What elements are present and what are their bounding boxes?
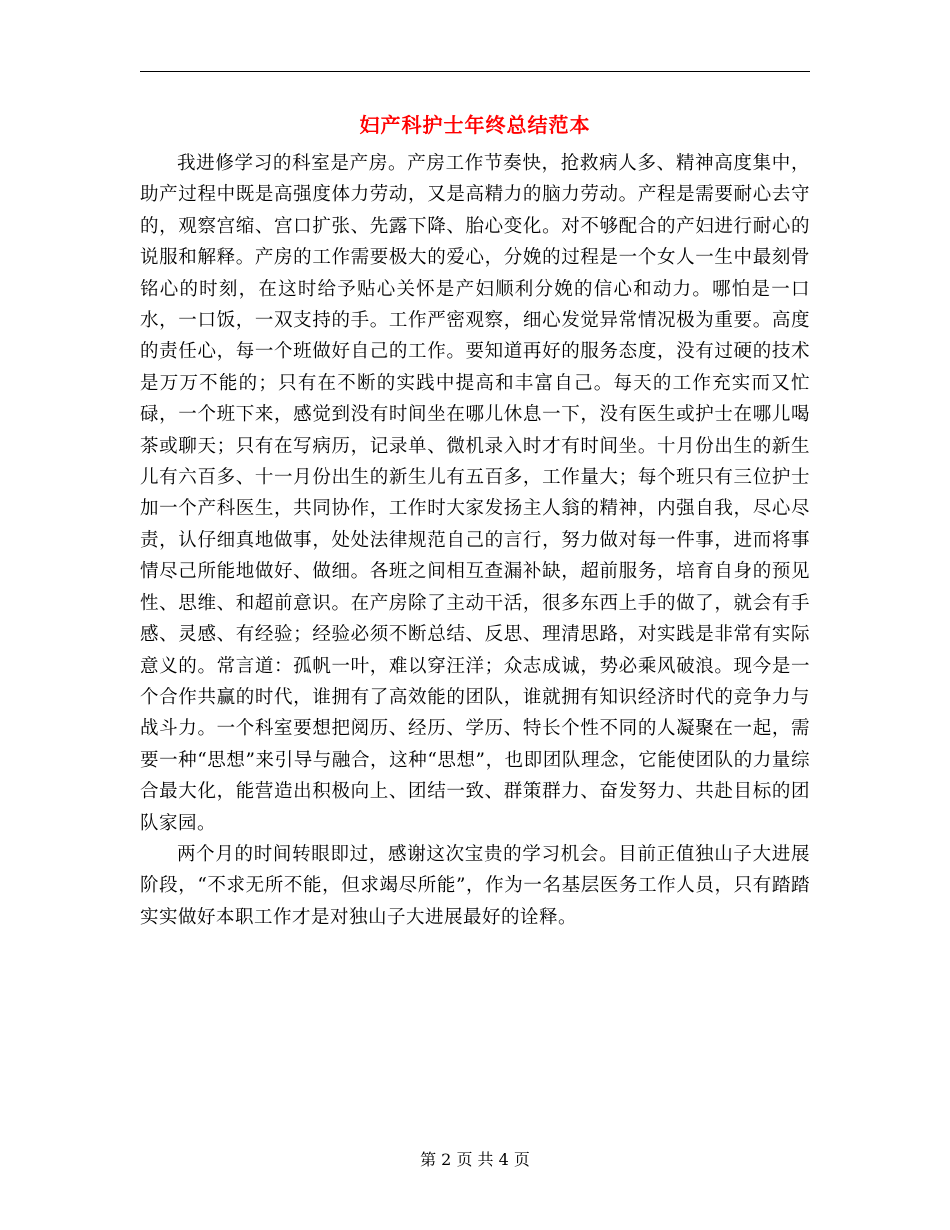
- header-rule: [140, 71, 810, 72]
- page-number-footer: 第 2 页 共 4 页: [420, 1150, 530, 1169]
- document-title: 妇产科护士年终总结范本: [359, 113, 591, 137]
- document-body: [140, 148, 810, 933]
- body-paragraph-1: 我进修学习的科室是产房。产房工作节奏快，抢救病人多、精神高度集中，助产过程中既是高强度体力劳动，又是高精力的脑力劳动。产程是需要耐心去守的，观察宫缩、宫口扩张、先露下降、胎心变化。对不够配合的产妇进行耐心的说服和解释。产房的工作需要极大的爱心，分娩的过程是一个女人一生中最刻骨铭心的时刻，在这时给予贴心关怀是产妇顺利分娩的信心和动力。哪怕是一口水，一口饭，一双支持的手。工作严密观察，细心发觉异常情况极为重要。高度的责任心，每一个班做好自己的工作。要知道再好的服务态度，没有过硬的技术是万万不能的；只有在不断的实践中提高和丰富自己。每天的工作充实而又忙碌，一个班下来，感觉到没有时间坐在哪儿休息一下，没有医生或护士在哪儿喝茶或聊天；只有在写病历，记录单、微机录入时才有时间坐。十月份出生的新生儿有六百多、十一月份出生的新生儿有五百多，工作量大；每个班只有三位护士加一个产科医生，共同协作，工作时大家发扬主人翁的精神，内强自我，尽心尽责，认仔细真地做事，处处法律规范自己的言行，努力做对每一件事，进而将事情尽己所能地做好、做细。各班之间相互查漏补缺，超前服务，培育自身的预见性、思维、和超前意识。在产房除了主动干活，很多东西上手的做了，就会有手感、灵感、有经验；经验必须不断总结、反思、理清思路，对实践是非常有实际意义的。常言道：孤帆一叶，难以穿汪洋；众志成诚，势必乘风破浪。现今是一个合作共赢的时代，谁拥有了高效能的团队，谁就拥有知识经济时代的竞争力与战斗力。一个科室要想把阅历、经历、学历、特长个性不同的人凝聚在一起，需要一种“思想”来引导与融合，这种“思想”，也即团队理念，它能使团队的力量综合最大化，能营造出积极向上、团结一致、群策群力、奋发努力、共赴目标的团队家园。: [140, 153, 810, 834]
- body-paragraph-2: 两个月的时间转眼即过，感谢这次宝贵的学习机会。目前正值独山子大进展阶段，“不求无所不能，但求竭尽所能”，作为一名基层医务工作人员，只有踏踏实实做好本职工作才是对独山子大进展最好的诠释。: [140, 843, 810, 928]
